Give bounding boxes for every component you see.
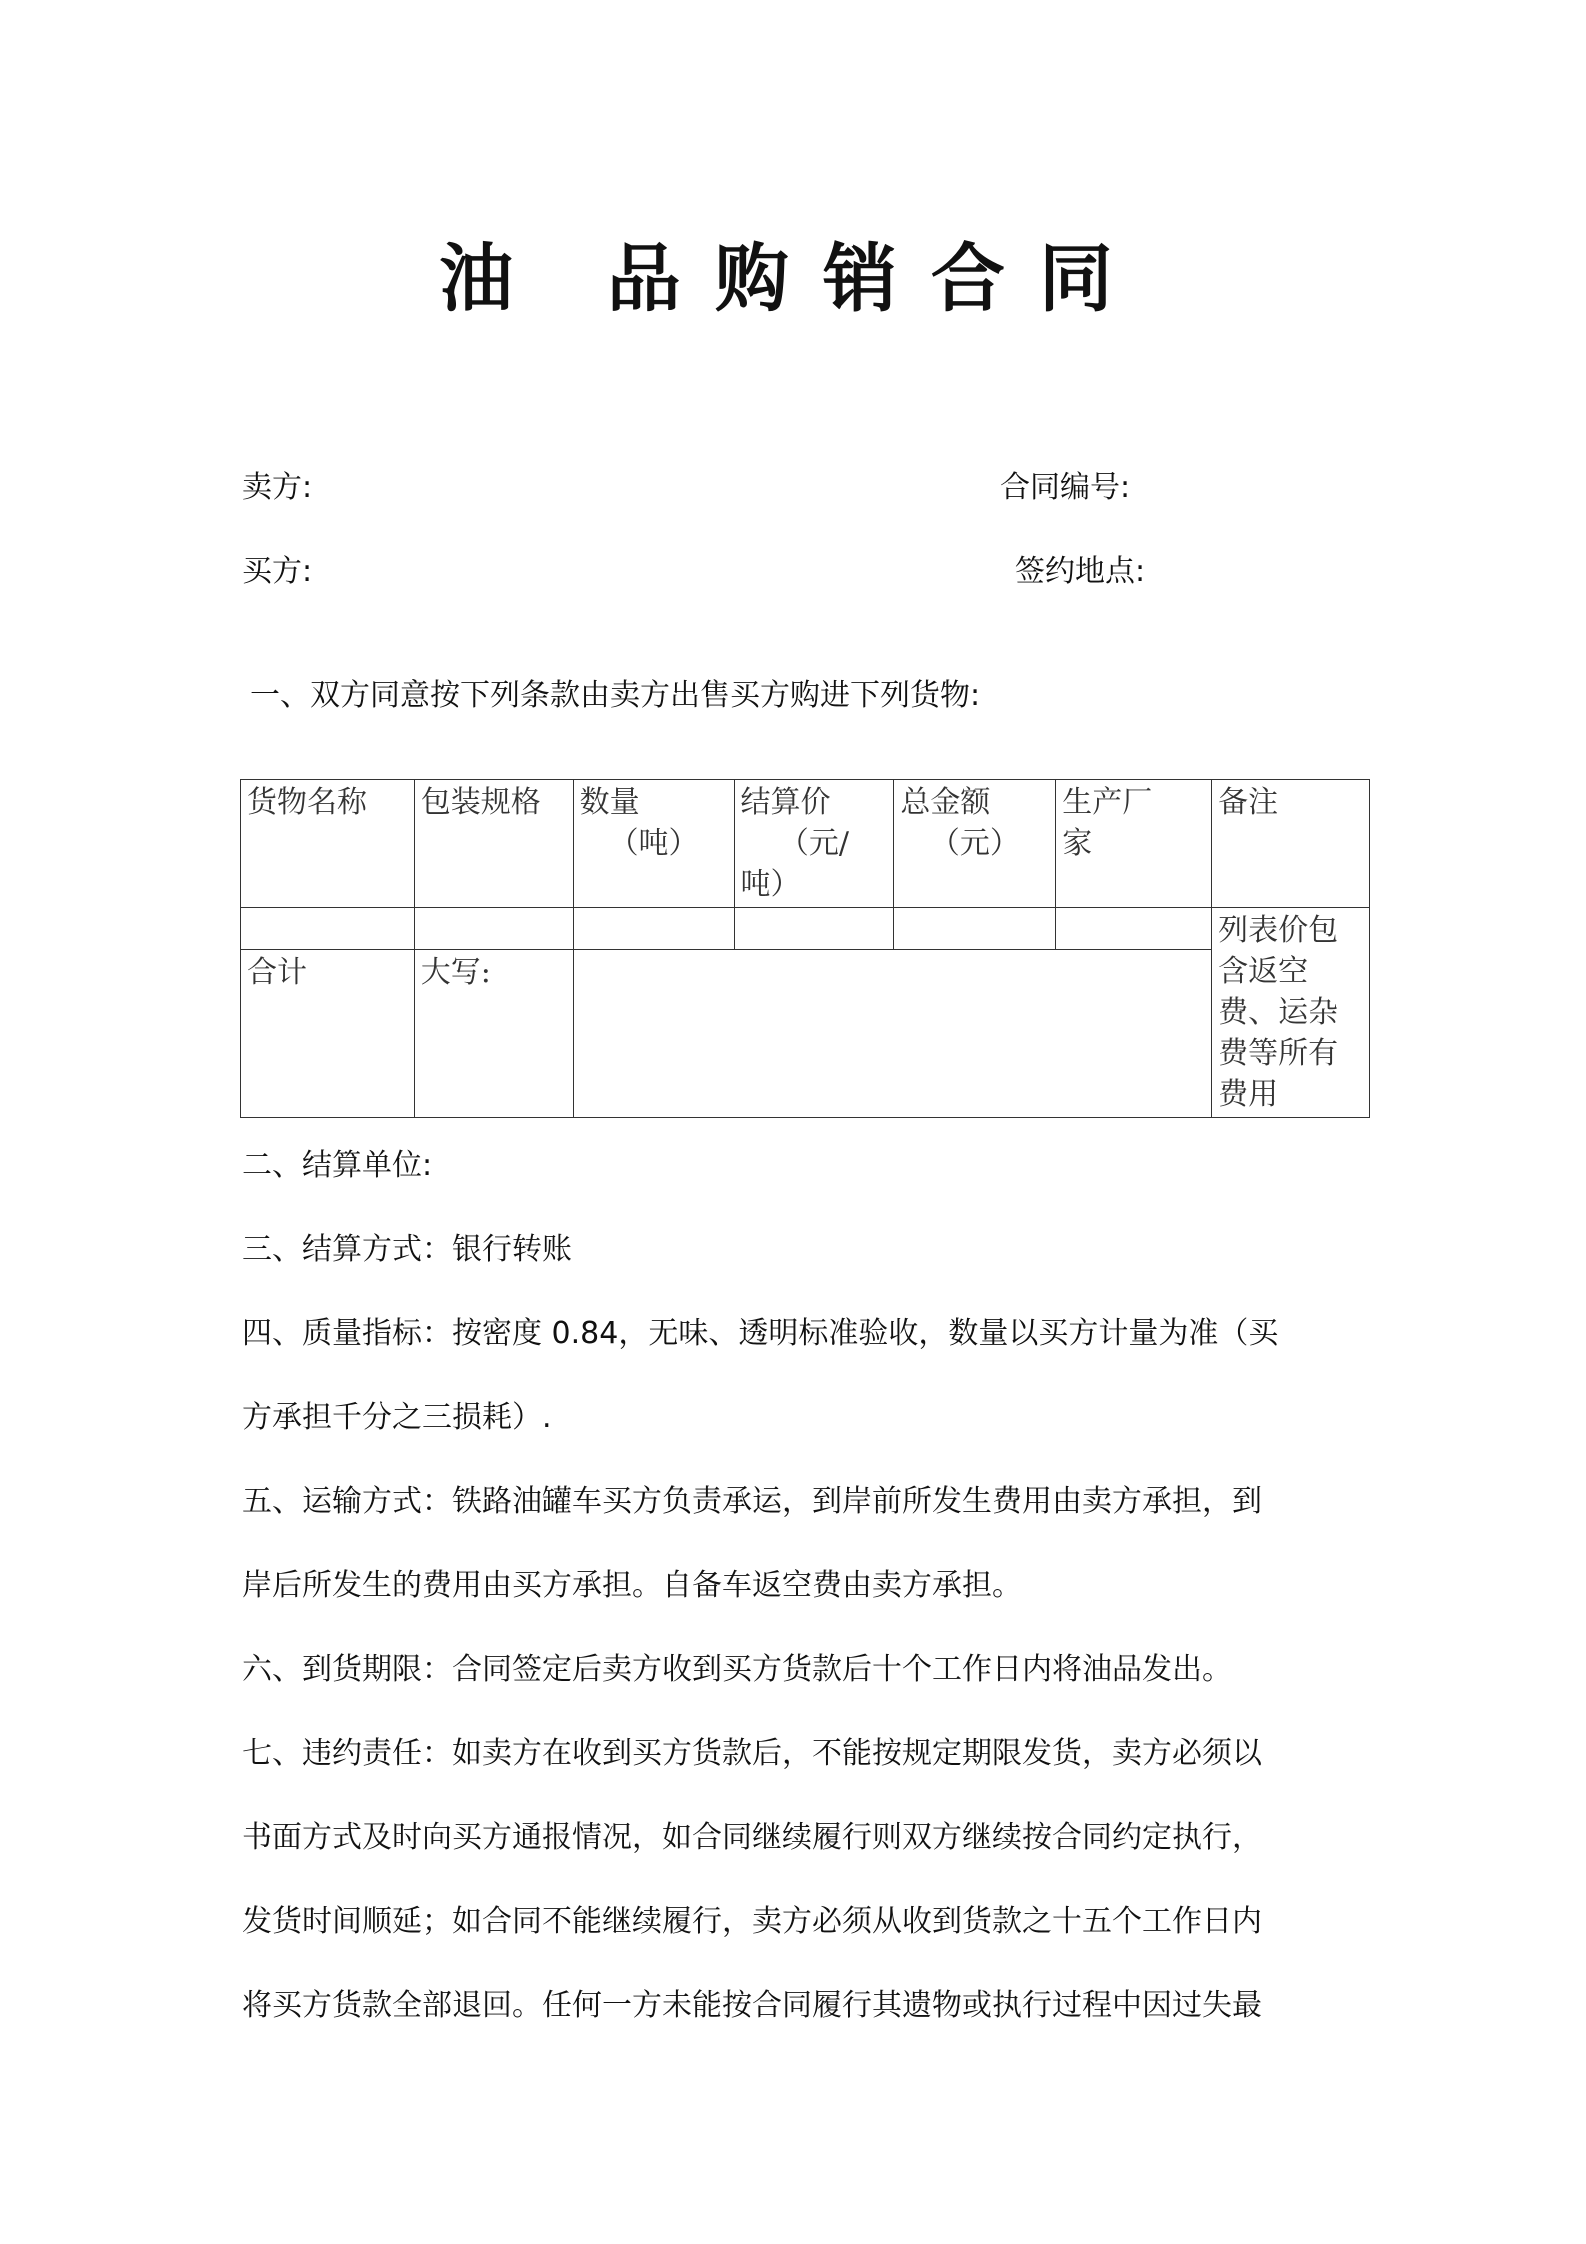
clause-7-liability: 七、违约责任：如卖方在收到买方货款后，不能按规定期限发货，卖方必须以 <box>242 1736 1262 1771</box>
clause-4-quality-cont: 方承担千分之三损耗）. <box>242 1400 552 1435</box>
goods-table <box>240 779 1370 1118</box>
table-cell <box>894 908 1056 950</box>
table-cell <box>734 908 894 950</box>
clause-5-transport: 五、运输方式：铁路油罐车买方负责承运，到岸前所发生费用由卖方承担，到 <box>242 1484 1262 1519</box>
clause-2-settlement-unit: 二、结算单位: <box>242 1148 433 1183</box>
signing-place-label: 签约地点: <box>1015 554 1146 589</box>
table-cell <box>241 908 415 950</box>
contract-number-label: 合同编号: <box>1000 470 1131 505</box>
clause-7-liability-cont: 书面方式及时向买方通报情况，如合同继续履行则双方继续按合同约定执行， <box>242 1820 1262 1855</box>
header-packaging: 包装规格 <box>414 780 573 908</box>
capital-amount-value <box>573 949 1211 1117</box>
table-cell <box>414 908 573 950</box>
clause-7-liability-cont: 将买方货款全部退回。任何一方未能按合同履行其遗物或执行过程中因过失最 <box>242 1988 1262 2023</box>
header-goods-name: 货物名称 <box>241 780 415 908</box>
header-remarks: 备注 <box>1212 780 1370 908</box>
header-manufacturer: 生产厂 家 <box>1056 780 1212 908</box>
capital-amount-label: 大写: <box>414 949 573 1117</box>
buyer-label: 买方: <box>242 554 313 589</box>
document-title: 油 品购销合同 <box>439 236 1147 322</box>
header-total-amount: 总金额 （元） <box>894 780 1056 908</box>
seller-label: 卖方: <box>242 470 313 505</box>
table-cell <box>1056 908 1212 950</box>
table-cell <box>573 908 734 950</box>
clause-6-delivery: 六、到货期限：合同签定后卖方收到买方货款后十个工作日内将油品发出。 <box>242 1652 1232 1687</box>
header-quantity: 数量 （吨） <box>573 780 734 908</box>
clause-3-settlement-method: 三、结算方式：银行转账 <box>242 1232 572 1267</box>
clause-7-liability-cont: 发货时间顺延；如合同不能继续履行，卖方必须从收到货款之十五个工作日内 <box>242 1904 1262 1939</box>
clause-5-transport-cont: 岸后所发生的费用由买方承担。自备车返空费由卖方承担。 <box>242 1568 1022 1603</box>
total-label: 合计 <box>241 949 415 1117</box>
table-total-row <box>241 949 1370 1117</box>
table-header-row <box>241 780 1370 908</box>
header-settlement-price: 结算价 （元/ 吨） <box>734 780 894 908</box>
remarks-note-cell: 列表价包 含返空 费、运杂 费等所有 费用 <box>1212 908 1370 1118</box>
table-row <box>241 908 1370 950</box>
section-1-heading: 一、双方同意按下列条款由卖方出售买方购进下列货物: <box>250 678 981 713</box>
clause-4-quality: 四、质量指标：按密度 0.84，无味、透明标准验收，数量以买方计量为准（买 <box>242 1316 1279 1351</box>
